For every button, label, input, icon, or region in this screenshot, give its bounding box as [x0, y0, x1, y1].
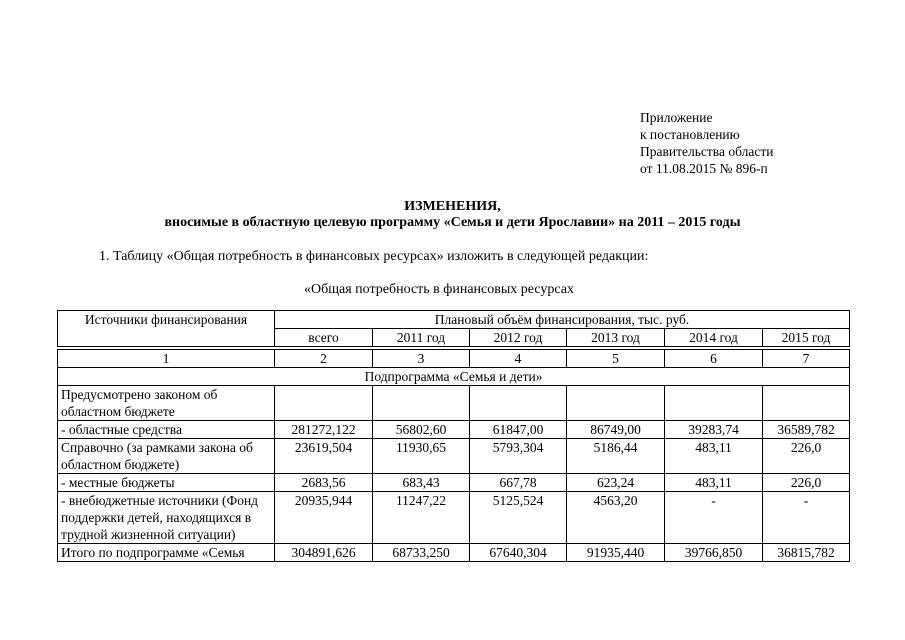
row-value: 91935,440: [567, 544, 665, 562]
row-value: 226,0: [763, 474, 850, 492]
row-value: [275, 386, 373, 421]
subprogram-title: Подпрограмма «Семья и дети»: [58, 368, 850, 386]
subheader-cell: 2013 год: [567, 329, 665, 347]
row-value: 23619,504: [275, 439, 373, 474]
table-row: [58, 474, 850, 492]
row-value: 56802,60: [373, 421, 470, 439]
instruction-paragraph: 1. Таблицу «Общая потребность в финансовых ресурсах» изложить в следующей редакции:: [99, 249, 649, 264]
row-value: -: [763, 492, 850, 544]
row-label: - местные бюджеты: [58, 474, 275, 492]
row-label: Справочно (за рамками закона об областном бюджете): [58, 439, 275, 474]
row-value: 39283,74: [665, 421, 763, 439]
column-number: 6: [665, 350, 763, 368]
row-label: - областные средства: [58, 421, 275, 439]
row-value: 20935,944: [275, 492, 373, 544]
row-value: 683,43: [373, 474, 470, 492]
appendix-line: Приложение: [640, 110, 713, 125]
appendix-block: [640, 109, 773, 177]
row-value: [763, 386, 850, 421]
row-value: 67640,304: [470, 544, 567, 562]
row-value: 623,24: [567, 474, 665, 492]
table-row: [58, 492, 850, 544]
table-row: [58, 386, 850, 421]
row-value: [665, 386, 763, 421]
row-value: 2683,56: [275, 474, 373, 492]
appendix-date-line: от 11.08.2015 № 896-п: [640, 161, 768, 176]
document-title: ИЗМЕНЕНИЯ,: [404, 199, 501, 214]
row-value: 39766,850: [665, 544, 763, 562]
table-row-total: [58, 544, 850, 562]
column-number: 2: [275, 350, 373, 368]
row-value: 226,0: [763, 439, 850, 474]
row-value: 11930,65: [373, 439, 470, 474]
row-value: 483,11: [665, 439, 763, 474]
subheader-cell: 2012 год: [470, 329, 567, 347]
financing-table: [57, 310, 850, 562]
row-value: [567, 386, 665, 421]
row-value: [470, 386, 567, 421]
row-label: - внебюджетные источники (Фонд поддержки детей, находящихся в трудной жизненной ситуации): [58, 492, 275, 544]
row-value: 483,11: [665, 474, 763, 492]
table-row: [58, 421, 850, 439]
row-value: 61847,00: [470, 421, 567, 439]
subheader-cell: 2015 год: [763, 329, 850, 347]
row-value: 36815,782: [763, 544, 850, 562]
row-value: 5125,524: [470, 492, 567, 544]
row-value: 68733,250: [373, 544, 470, 562]
row-value: 5793,304: [470, 439, 567, 474]
subheader-cell: 2014 год: [665, 329, 763, 347]
appendix-line: Правительства области: [640, 144, 774, 159]
row-value: 304891,626: [275, 544, 373, 562]
header-source: Источники финансирования: [58, 311, 275, 347]
row-value: [373, 386, 470, 421]
row-value: 86749,00: [567, 421, 665, 439]
table-caption: «Общая потребность в финансовых ресурсах: [304, 282, 574, 297]
table-row: [58, 439, 850, 474]
column-number: 7: [763, 350, 850, 368]
row-value: 281272,122: [275, 421, 373, 439]
row-label: Предусмотрено законом об областном бюджете: [58, 386, 275, 421]
subprogram-row: [58, 368, 850, 386]
subheader-cell: всего: [275, 329, 373, 347]
document-subtitle: вносимые в областную целевую программу «Семья и дети Ярославии» на 2011 – 2015 годы: [164, 215, 741, 230]
column-number-row: [58, 350, 850, 368]
column-number: 4: [470, 350, 567, 368]
row-value: 4563,20: [567, 492, 665, 544]
subheader-cell: 2011 год: [373, 329, 470, 347]
header-plan: Плановый объём финансирования, тыс. руб.: [275, 311, 850, 329]
row-label: Итого по подпрограмме «Семья: [58, 544, 275, 562]
row-value: 667,78: [470, 474, 567, 492]
column-number: 3: [373, 350, 470, 368]
table-header-row: [58, 311, 850, 329]
row-value: -: [665, 492, 763, 544]
column-number: 1: [58, 350, 275, 368]
row-value: 11247,22: [373, 492, 470, 544]
appendix-line: к постановлению: [640, 127, 740, 142]
column-number: 5: [567, 350, 665, 368]
row-value: 5186,44: [567, 439, 665, 474]
row-value: 36589,782: [763, 421, 850, 439]
